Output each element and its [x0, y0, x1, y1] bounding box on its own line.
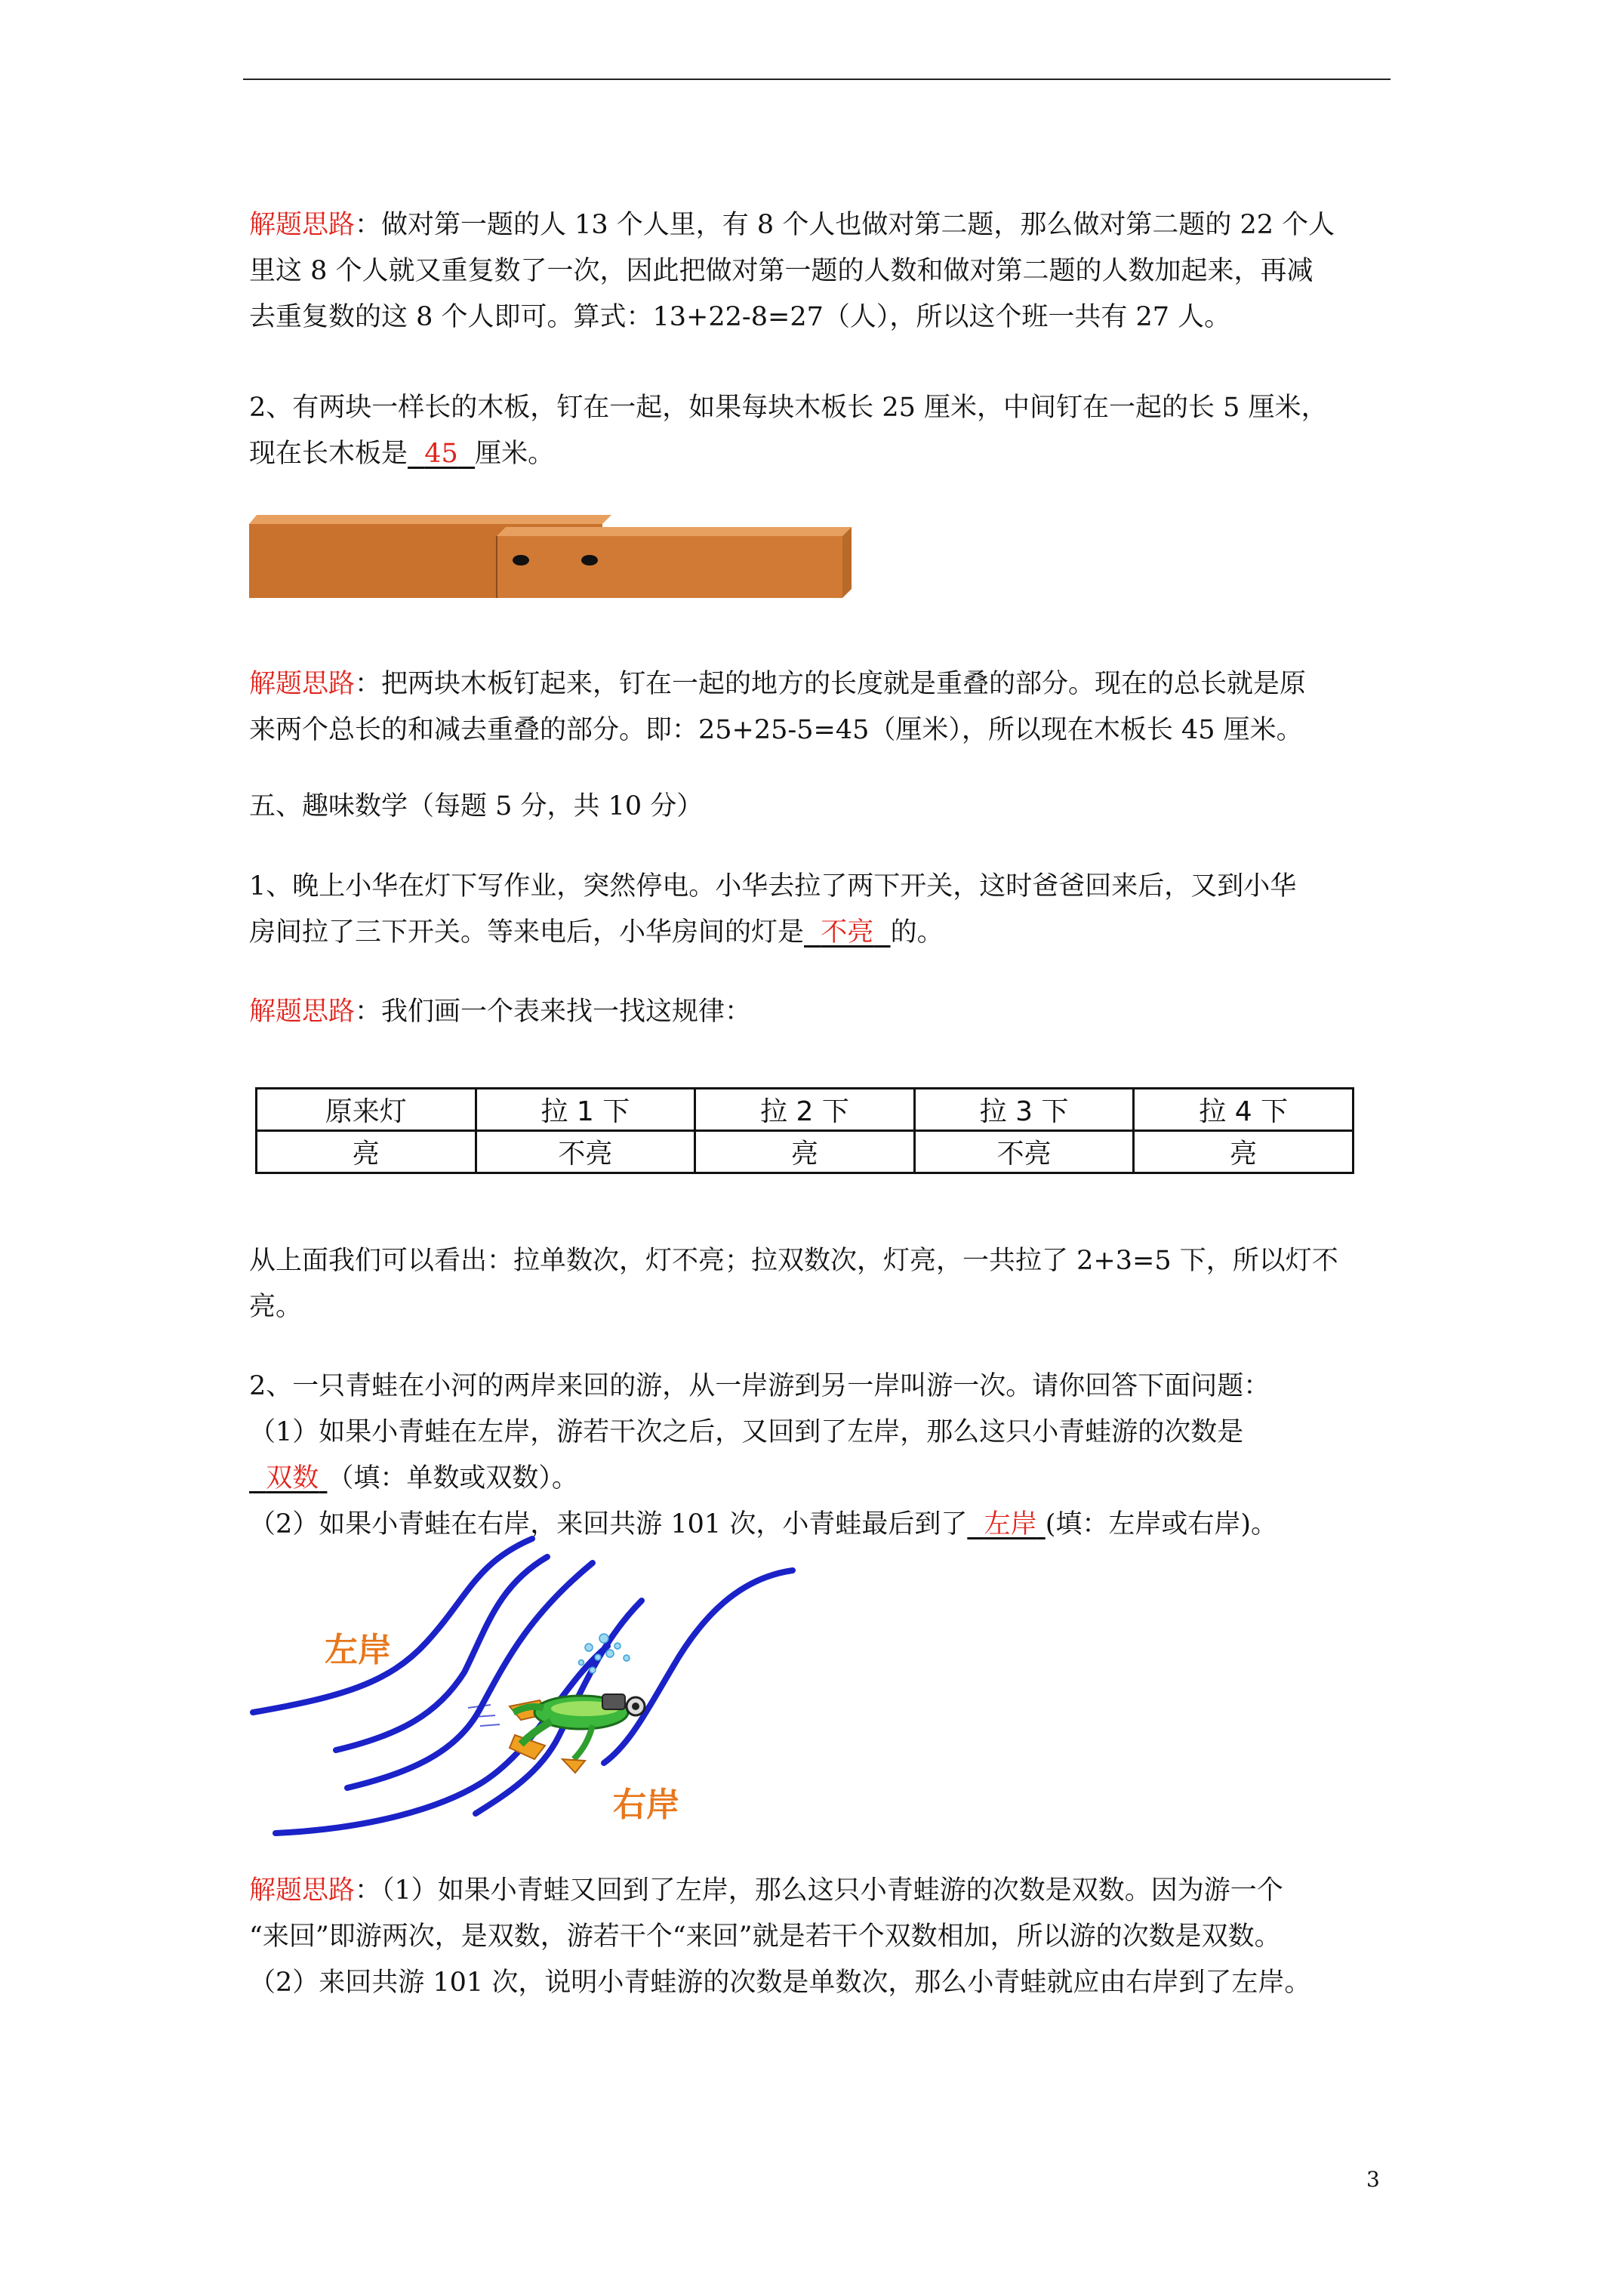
right-bank-label: 右岸 — [613, 1786, 679, 1824]
hint-label: 解题思路 — [249, 1875, 356, 1906]
page-number: 3 — [1366, 2167, 1380, 2192]
table-cell: 不亮 — [914, 1131, 1134, 1173]
table-cell: 亮 — [695, 1131, 915, 1173]
header-rule — [243, 79, 1390, 80]
left-bank-label: 左岸 — [325, 1631, 391, 1669]
answer-blank: 左岸 — [984, 1509, 1037, 1539]
table-cell: 亮 — [257, 1131, 476, 1173]
solution-paragraph-1: 解题思路：做对第一题的人 13 个人里，有 8 个人也做对第二题，那么做对第二题的 22 个人 里这 8 个人就又重复数了一次，因此把做对第一题的人数和做对第二题的人数加起来，再减 去重复数的这 8 个人即可。算式：13+22-8=27（人），所以这个班一共有 27 人。 — [249, 210, 1335, 332]
table-cell: 不亮 — [476, 1131, 695, 1173]
question-boards: 2、有两块一样长的木板，钉在一起，如果每块木板长 25 厘米，中间钉在一起的长 5 厘米， 现在长木板是 45 厘米。 — [249, 393, 1328, 469]
solution-paragraph-4: 解题思路：（1）如果小青蛙又回到了左岸，那么这只小青蛙游的次数是双数。因为游一个 “来回”即游两次，是双数，游若干个“来回”就是若干个双数相加，所以游的次数是双数。 （2）来回共游 101 次，说明小青蛙游的次数是单数次，那么小青蛙就应由右岸到了左岸。 — [249, 1875, 1311, 1998]
hint-label: 解题思路 — [249, 669, 356, 699]
table-header-cell: 原来灯 — [257, 1089, 476, 1131]
table-cell: 亮 — [1134, 1131, 1354, 1173]
answer-blank: 双数 — [266, 1463, 319, 1493]
wood-boards-image — [249, 507, 861, 604]
solution-paragraph-3: 解题思路：我们画一个表来找一找这规律： — [249, 997, 752, 1027]
table-header-cell: 拉 2 下 — [695, 1089, 915, 1131]
hint-label: 解题思路 — [249, 997, 356, 1027]
question-light: 1、晚上小华在灯下写作业，突然停电。小华去拉了两下开关，这时爸爸回来后，又到小华 房间拉了三下开关。等来电后，小华房间的灯是 不亮 的。 — [249, 871, 1297, 948]
section-title: 五、趣味数学（每题 5 分，共 10 分） — [249, 791, 704, 821]
table-header-cell: 拉 3 下 — [914, 1089, 1134, 1131]
question-frog: 2、一只青蛙在小河的两岸来回的游，从一岸游到另一岸叫游一次。请你回答下面问题： （1）如果小青蛙在左岸，游若干次之后，又回到了左岸，那么这只小青蛙游的次数是 双数 （填：单数或双数）。 （2）如果小青蛙在右岸，来回共游 101 次，小青蛙最后到了 左岸 (填：左岸或右岸)。 — [249, 1371, 1278, 1539]
river-frog-figure — [249, 1533, 823, 1850]
solution-paragraph-2: 解题思路：把两块木板钉起来，钉在一起的地方的长度就是重叠的部分。现在的总长就是原 来两个总长的和减去重叠的部分。即：25+25-5=45（厘米），所以现在木板长 45 厘米。 — [249, 669, 1307, 745]
conclusion-paragraph: 从上面我们可以看出：拉单数次，灯不亮；拉双数次，灯亮，一共拉了 2+3=5 下，所以灯不 亮。 — [249, 1246, 1338, 1322]
light-pattern-table — [255, 1087, 1354, 1174]
table-row — [257, 1089, 1354, 1131]
table-row — [257, 1131, 1354, 1173]
table-header-cell: 拉 1 下 — [476, 1089, 695, 1131]
table-header-cell: 拉 4 下 — [1134, 1089, 1354, 1131]
answer-blank: 45 — [424, 439, 458, 469]
hint-label: 解题思路 — [249, 210, 356, 240]
answer-blank: 不亮 — [821, 917, 874, 948]
